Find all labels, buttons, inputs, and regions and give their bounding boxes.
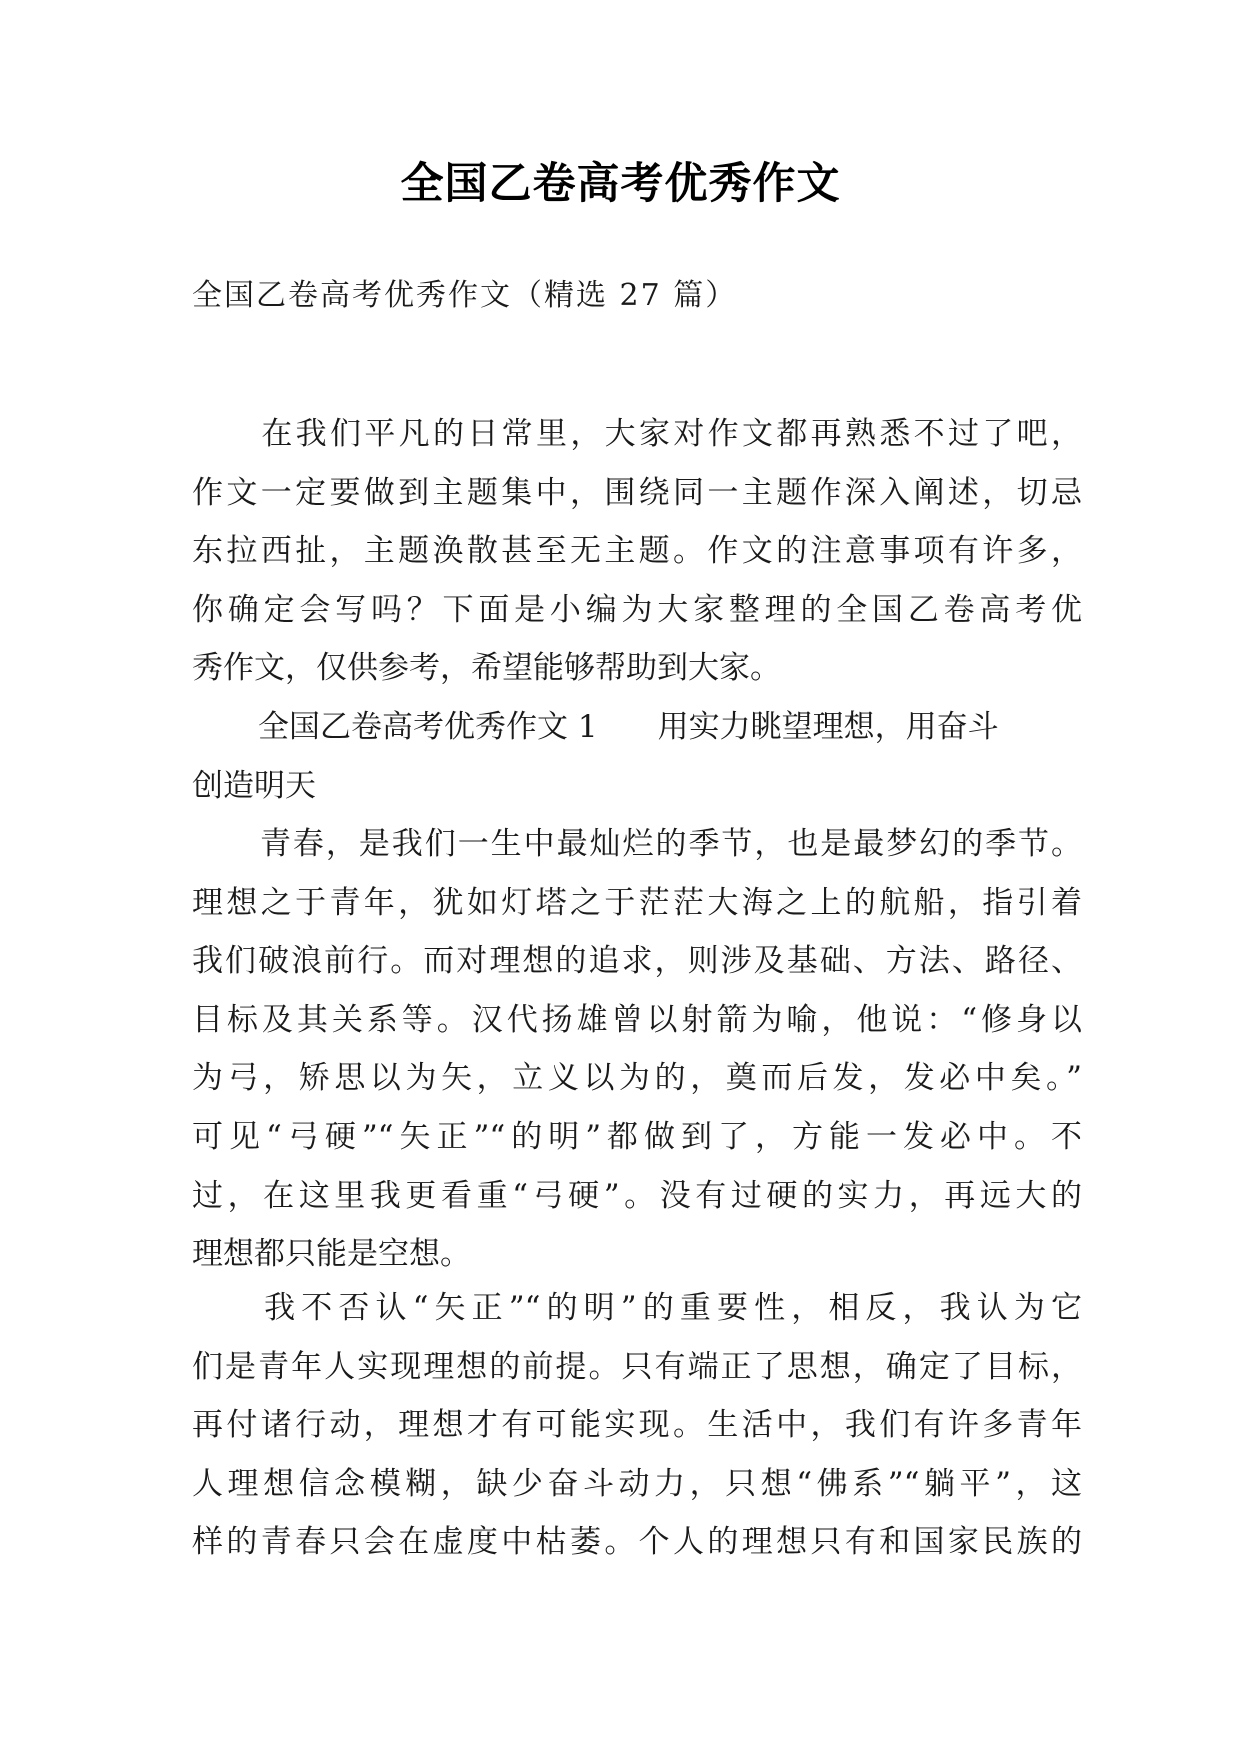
essay-number-label: 全国乙卷高考优秀作文 1: [258, 709, 598, 745]
paragraph-line: 秀作文，仅供参考，希望能够帮助到大家。: [192, 650, 781, 687]
paragraph-line: 可见“弓硬”“矢正”“的明”都做到了，方能一发必中。不: [192, 1118, 1082, 1155]
paragraph-line: 作文一定要做到主题集中，围绕同一主题作深入阐述，切忌: [192, 474, 1082, 511]
document-subtitle: 全国乙卷高考优秀作文（精选 27 篇）: [192, 278, 738, 313]
paragraph-line: 青春，是我们一生中最灿烂的季节，也是最梦幻的季节。: [258, 826, 1082, 862]
paragraph-line: 我不否认“矢正”“的明”的重要性，相反，我认为它: [258, 1290, 1082, 1326]
paragraph-line: 我们破浪前行。而对理想的追求，则涉及基础、方法、路径、: [192, 943, 1082, 980]
essay-heading-line: [192, 698, 1082, 757]
essay-paragraph: [192, 1279, 1082, 1572]
paragraph-line: 们是青年人实现理想的前提。只有端正了思想，确定了目标，: [192, 1348, 1082, 1385]
paragraph-line: 样的青春只会在虚度中枯萎。个人的理想只有和国家民族的: [192, 1524, 1082, 1561]
document-title: 全国乙卷高考优秀作文: [400, 159, 841, 209]
paragraph-line: 目标及其关系等。汉代扬雄曾以射箭为喻，他说：“修身以: [192, 1001, 1082, 1038]
paragraph-line: 理想都只能是空想。: [192, 1236, 471, 1273]
essay-heading: [192, 698, 1082, 815]
paragraph-line: 过，在这里我更看重“弓硬”。没有过硬的实力，再远大的: [192, 1177, 1082, 1214]
paragraph-line: 人理想信念模糊，缺少奋斗动力，只想“佛系”“躺平”，这: [192, 1465, 1082, 1502]
essay-heading-line: 创造明天: [192, 767, 316, 804]
paragraph-line: 东拉西扯，主题涣散甚至无主题。作文的注意事项有许多，: [192, 533, 1082, 570]
essay-title-part: 用实力眺望理想，用奋斗: [657, 709, 999, 745]
paragraph-line: 再付诸行动，理想才有可能实现。生活中，我们有许多青年: [192, 1407, 1082, 1444]
paragraph-line: 你确定会写吗？下面是小编为大家整理的全国乙卷高考优: [192, 591, 1082, 628]
intro-paragraph: [192, 405, 1082, 698]
paragraph-line: 在我们平凡的日常里，大家对作文都再熟悉不过了吧，: [258, 416, 1082, 452]
paragraph-line: 为弓，矫思以为矢，立义以为的，奠而后发，发必中矣。”: [192, 1060, 1082, 1097]
essay-paragraph: [192, 815, 1082, 1284]
paragraph-line: 理想之于青年，犹如灯塔之于茫茫大海之上的航船，指引着: [192, 884, 1082, 921]
